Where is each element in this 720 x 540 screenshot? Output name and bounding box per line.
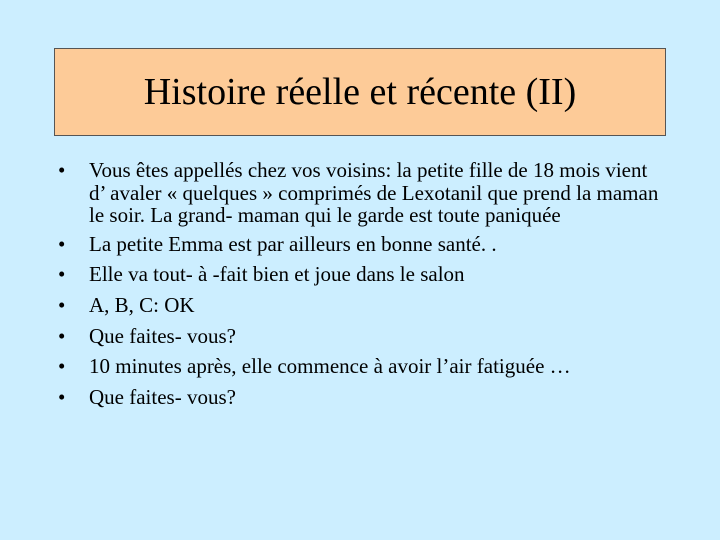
bullet-dot-icon: •	[58, 231, 66, 256]
bullet-item	[58, 386, 668, 409]
bullet-text: A, B, C: OK	[89, 292, 195, 317]
bullet-text: 10 minutes après, elle commence à avoir l’air fatiguée …	[89, 354, 571, 379]
bullet-list	[58, 159, 668, 416]
bullet-item	[58, 263, 668, 286]
bullet-dot-icon: •	[58, 354, 66, 379]
bullet-dot-icon: •	[58, 323, 66, 348]
bullet-item	[58, 325, 668, 348]
bullet-dot-icon: •	[58, 292, 66, 317]
bullet-text: La petite Emma est par ailleurs en bonne santé. .	[89, 231, 497, 256]
bullet-dot-icon: •	[58, 384, 66, 409]
title-box	[54, 48, 666, 136]
bullet-item	[58, 294, 668, 317]
bullet-text: Vous êtes appellés chez vos voisins: la petite fille de 18 mois vient d’ avaler « quelques » comprimés de Lexotanil que prend la maman le soir. La grand- maman qui le garde est toute paniquée	[89, 158, 659, 228]
bullet-text: Que faites- vous?	[89, 384, 236, 409]
slide-title: Histoire réelle et récente (II)	[143, 71, 577, 113]
bullet-item	[58, 233, 668, 256]
bullet-item	[58, 159, 668, 227]
bullet-dot-icon: •	[58, 158, 66, 182]
bullet-text: Que faites- vous?	[89, 323, 236, 348]
bullet-dot-icon: •	[58, 262, 66, 287]
bullet-text: Elle va tout- à -fait bien et joue dans le salon	[89, 262, 465, 287]
bullet-item	[58, 355, 668, 378]
